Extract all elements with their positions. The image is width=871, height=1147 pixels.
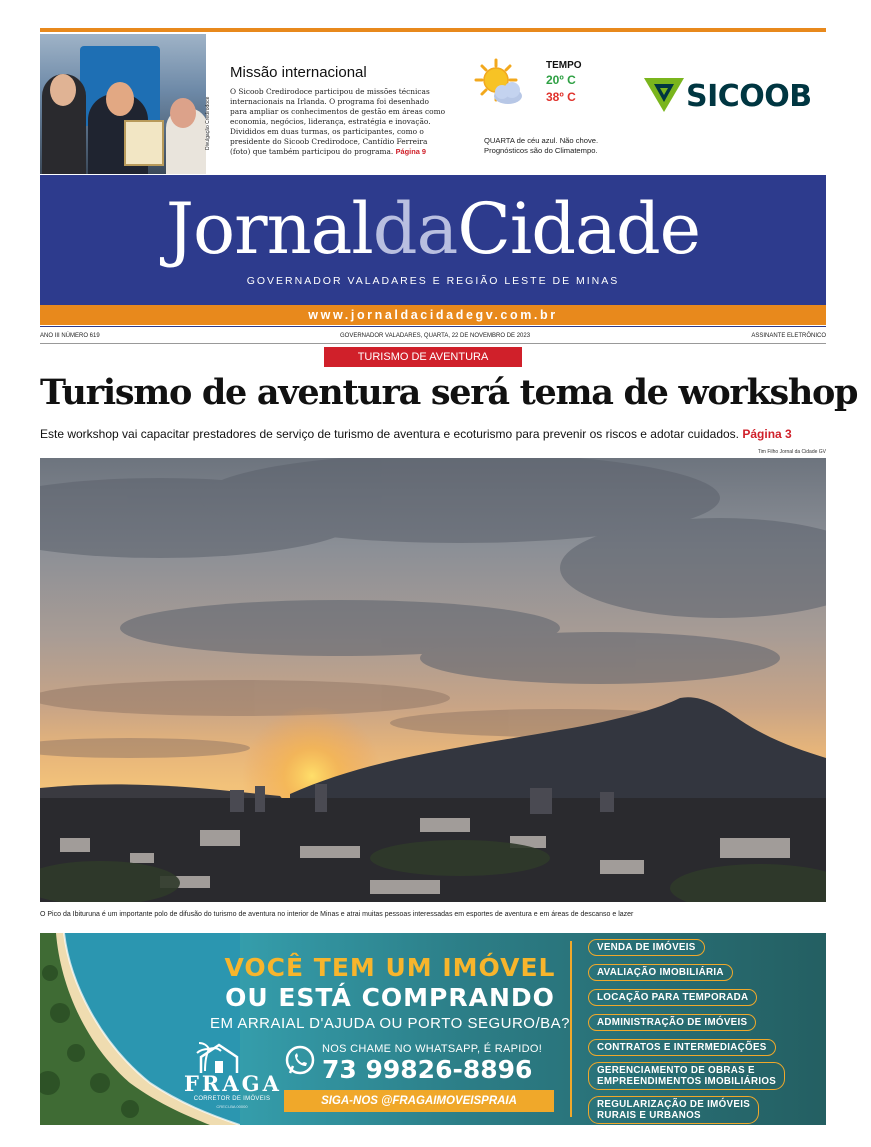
service-item: ADMINISTRAÇÃO DE IMÓVEIS [588,1014,756,1031]
ad-phone-number[interactable]: 73 99826-8896 [322,1055,533,1084]
top-rule [40,28,826,32]
sicoob-logo-text: SICOOB [686,78,812,114]
teaser-body: O Sicoob Credirodoce participou de missões técnicas internacionais na Irlanda. O programa foi desenhado para ampliar os conhecimentos de gestão em áreas como economia, negócios, liderança, estratégia e inovação. Divididos em duas turmas, os participantes, como o presidente do Sicoob Credirodoce, Cantídio Ferreira (foto) que também participou do programa. [230,87,446,156]
main-photo[interactable] [40,458,826,902]
service-line: REGULARIZAÇÃO DE IMÓVEIS [597,1099,751,1110]
service-item: VENDA DE IMÓVEIS [588,939,705,956]
title-part-jornal: Jornal [165,188,373,270]
weather-label: TEMPO [546,60,582,71]
edition-number: ANO III NÚMERO 619 [40,333,100,339]
newspaper-title [40,189,826,269]
teaser-photo-credit: Divulgação Credirodoce [205,96,211,150]
teaser-photo[interactable] [40,34,206,174]
newspaper-subtitle: GOVERNADOR VALADARES E REGIÃO LESTE DE MINAS [246,275,620,287]
ad-headline-2: OU ESTÁ COMPRANDO [225,983,555,1012]
section-tag[interactable]: TURISMO DE AVENTURA [324,347,522,367]
service-line: GERENCIAMENTO DE OBRAS E [597,1065,755,1076]
masthead-rule [40,326,826,327]
weather-description: QUARTA de céu azul. Não chove. Prognósticos são do Climatempo. [484,136,599,155]
fraga-logo: FRAGA [184,1071,282,1096]
photo-person-left-head [50,74,76,106]
ad-headline-1: VOCÊ TEM UM IMÓVEL [224,953,556,982]
service-line: EMPREENDIMENTOS IMOBILIÁRIOS [597,1076,777,1087]
sicoob-logo-icon [644,78,684,114]
service-line: RURAIS E URBANOS [597,1110,701,1121]
headline[interactable]: Turismo de aventura será tema de workshop [40,372,858,413]
fraga-logo-creci: CRECI-BA 00000 [216,1104,248,1109]
meta-rule [40,343,826,344]
title-part-da: da [372,188,458,270]
photo-certificate [124,120,164,166]
subscriber-label: ASSINANTE ELETRÔNICO [751,333,826,339]
ad-services-list [588,937,818,1125]
temperature-max: 38º C [546,90,576,104]
ad-divider [570,941,572,1117]
real-estate-ad[interactable] [40,933,826,1125]
ad-social-handle[interactable]: SIGA-NOS @FRAGAIMOVEISPRAIA [284,1090,554,1112]
service-item: CONTRATOS E INTERMEDIAÇÕES [588,1039,776,1056]
service-item: AVALIAÇÃO IMOBILIÁRIA [588,964,733,981]
article-deck [40,427,840,441]
website-bar[interactable] [40,305,826,325]
mountain-sunset-illustration [40,458,826,902]
service-item-multiline [588,1062,785,1090]
masthead[interactable] [40,175,826,305]
sun-cloud-icon [474,58,524,108]
dateline: GOVERNADOR VALADARES, QUARTA, 22 DE NOVEMBRO DE 2023 [340,333,531,339]
ad-headline-3: EM ARRAIAL D'AJUDA OU PORTO SEGURO/BA? [209,1015,570,1032]
teaser-title[interactable]: Missão internacional [230,64,367,81]
temperature-min: 20º C [546,73,576,87]
deck-page-link[interactable]: Página 3 [742,427,792,441]
photo-person-right-head [170,98,196,128]
whatsapp-label: NOS CHAME NO WHATSAPP, É RAPIDO! [322,1043,543,1055]
main-photo-credit: Tim Filho Jornal da Cidade GV [757,449,826,455]
whatsapp-icon [284,1045,316,1077]
sicoob-logo[interactable] [644,78,812,114]
photo-caption: O Pico da Ibituruna é um importante polo de difusão do turismo de aventura no interior de Minas e atrai muitas pessoas interessadas em esportes de aventura e em áreas de descanso e lazer [40,911,634,918]
service-item-multiline [588,1096,759,1124]
photo-person-center-head [106,82,134,116]
fraga-logo-sub: CORRETOR DE IMÓVEIS [193,1096,271,1102]
teaser-page-link[interactable]: Página 9 [395,147,427,156]
website-url[interactable]: www.jornaldacidadegv.com.br [308,308,558,322]
deck-text: Este workshop vai capacitar prestadores de serviço de turismo de aventura e ecoturismo para prevenir os riscos e adotar cuidados. [40,427,740,441]
house-palm-icon [195,1041,243,1075]
teaser-text [230,87,448,157]
service-item: LOCAÇÃO PARA TEMPORADA [588,989,757,1006]
title-part-cidade: Cidade [457,188,701,270]
